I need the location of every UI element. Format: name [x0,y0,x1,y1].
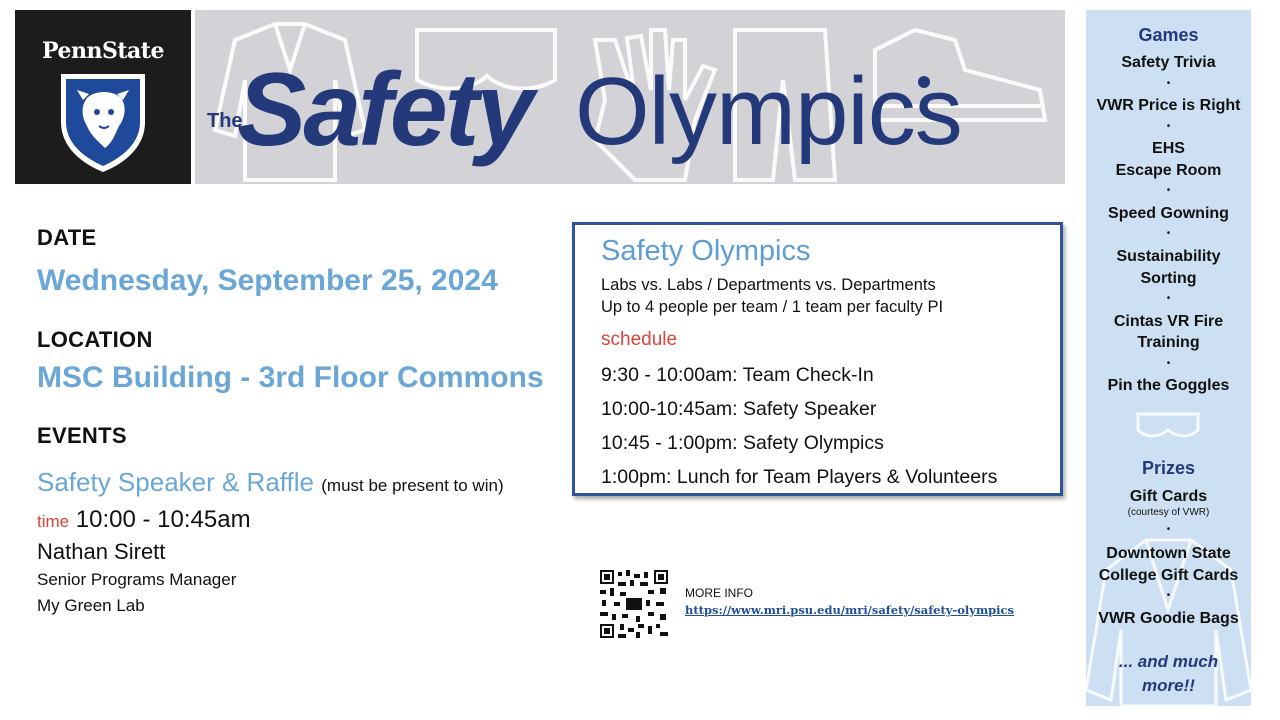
date-value: Wednesday, September 25, 2024 [37,264,498,297]
speaker-role: Senior Programs Manager [37,570,237,589]
banner-olympics-text: Olympics [575,58,962,165]
location-label: LOCATION [37,327,153,352]
game-item: EHS [1152,140,1185,157]
location-value: MSC Building - 3rd Floor Commons [37,361,544,394]
bullet-separator: • [1166,524,1171,535]
prize-item: Gift Cards [1129,488,1208,505]
bullet-separator: • [1166,185,1171,196]
game-item: Training [1137,334,1200,351]
events-label: EVENTS [37,423,127,448]
prize-note: (courtesy of VWR) [1127,507,1210,518]
title-banner [195,10,1065,184]
pennstate-logo [15,10,191,184]
sidebar [1086,10,1251,706]
nittany-lion-shield-icon [57,70,149,174]
bullet-separator: • [1166,78,1171,89]
qr-code-icon[interactable] [600,570,668,638]
bullet-separator: • [1166,590,1171,601]
prize-item: VWR Goodie Bags [1098,610,1239,627]
game-item: Speed Gowning [1108,205,1229,222]
date-label: DATE [37,225,97,250]
schedule-subtitle-1: Labs vs. Labs / Departments vs. Departments [601,276,936,294]
and-more-text-2: more!! [1142,676,1195,695]
banner-safety-text: Safety [237,52,532,168]
game-item: Sustainability [1116,248,1221,265]
schedule-item: 10:45 - 1:00pm: Safety Olympics [601,432,884,454]
event-note: (must be present to win) [321,476,504,495]
bullet-separator: • [1166,358,1171,369]
schedule-label: schedule [601,329,678,350]
game-item: Escape Room [1115,162,1222,179]
speaker-name: Nathan Sirett [37,539,166,564]
schedule-box [572,222,1063,496]
schedule-title: Safety Olympics [601,235,811,267]
game-item: Sorting [1140,270,1197,287]
game-item: Safety Trivia [1121,54,1216,71]
logo-wordmark: PennState [42,38,164,64]
time-value: 10:00 - 10:45am [75,506,251,533]
event-time [37,506,251,534]
bullet-separator: • [1166,228,1171,239]
schedule-item: 9:30 - 10:00am: Team Check-In [601,364,874,386]
game-item: VWR Price is Right [1096,97,1241,114]
prize-item: College Gift Cards [1098,567,1239,584]
bullet-separator: • [1166,121,1171,132]
schedule-item: 10:00-10:45am: Safety Speaker [601,398,877,420]
schedule-item: 1:00pm: Lunch for Team Players & Volunteers [601,466,998,488]
game-item: Cintas VR Fire [1113,313,1224,330]
more-info-label: MORE INFO [685,586,753,600]
event-title [37,467,504,498]
schedule-subtitle-2: Up to 4 people per team / 1 team per faculty PI [601,298,944,316]
games-heading: Games [1138,25,1199,45]
game-item: Pin the Goggles [1107,377,1230,394]
and-more-text: ... and much [1118,652,1219,671]
banner-the-text: The [207,110,243,132]
bullet-separator: • [1166,293,1171,304]
speaker-org: My Green Lab [37,596,145,615]
time-label: time [37,512,70,531]
event-title-text: Safety Speaker & Raffle [37,467,315,497]
prize-item: Downtown State [1106,545,1231,562]
more-info-link[interactable]: https://www.mri.psu.edu/mri/safety/safety-olympics [685,603,1015,617]
prizes-heading: Prizes [1141,458,1196,478]
